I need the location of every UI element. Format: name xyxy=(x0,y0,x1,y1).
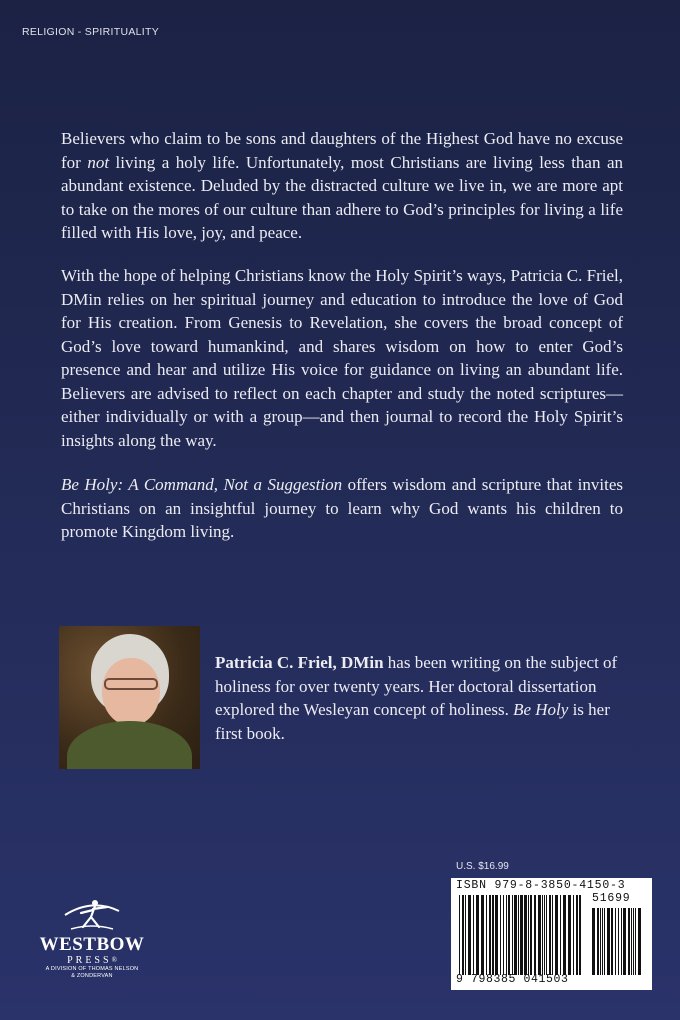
barcode-bars xyxy=(459,895,582,975)
barcode-bar xyxy=(473,895,474,975)
bio-text: is her first book. xyxy=(215,700,610,743)
category-label: RELIGION - SPIRITUALITY xyxy=(22,26,160,38)
barcode-bar xyxy=(576,895,578,975)
barcode-bar xyxy=(503,895,504,975)
barcode-bar xyxy=(520,895,523,975)
barcode-bar xyxy=(544,895,545,975)
barcode-bar xyxy=(495,895,498,975)
barcode-bar xyxy=(549,895,551,975)
publisher-sub xyxy=(22,955,162,966)
barcode-bar xyxy=(611,908,613,975)
bio-book-title: Be Holy xyxy=(513,700,569,719)
blurb-paragraph-2: With the hope of helping Christians know the Holy Spirit’s ways, Patricia C. Friel, DMin relies on her spiritual journey and education to introduce the love of God for His creation. From Genesis to Revelation, she covers the broad concept of God’s love toward humankind, and shares wisdom on how to enter God’s presence and hear and utilize His voice for guidance on living an abundant life. Believers are advised to reflect on each chapter and study the noted scriptures—either individually or with a group—and then journal to record the Holy Spirit’s insights along the way. xyxy=(61,266,623,450)
barcode-bar xyxy=(623,908,626,975)
price-label: U.S. $16.99 xyxy=(456,861,509,872)
barcode-bar xyxy=(528,895,529,975)
barcode-bar xyxy=(459,895,460,975)
barcode-bar xyxy=(633,908,634,975)
barcode-bar xyxy=(560,895,561,975)
barcode-bar xyxy=(600,908,601,975)
barcode-bar xyxy=(506,895,507,975)
barcode-bar xyxy=(542,895,543,975)
publisher-name: WESTBOW xyxy=(39,934,145,955)
barcode-bar xyxy=(462,895,464,975)
blurb-paragraph-3 xyxy=(61,473,623,544)
barcode-bar xyxy=(465,895,466,975)
barcode-bar xyxy=(468,895,471,975)
barcode-bar xyxy=(563,895,566,975)
ean-number: 9 798385 041503 xyxy=(456,973,569,986)
barcode-bar xyxy=(621,908,622,975)
blurb-emphasis: not xyxy=(87,152,110,172)
registered-mark: ® xyxy=(111,956,117,964)
blurb-text: offers wisdom and scripture that invites Christians on an insightful journey to learn why God wants his children to promote Kingdom living. xyxy=(61,475,623,541)
barcode-bar xyxy=(635,908,636,975)
addon-number: 51699 xyxy=(592,892,631,905)
author-bio xyxy=(215,651,623,745)
author-photo xyxy=(59,626,200,769)
barcode-bar xyxy=(597,908,599,975)
barcode-bar xyxy=(508,895,510,975)
isbn-text: ISBN 979-8-3850-4150-3 xyxy=(456,879,626,892)
bio-text: has been writing on the subject of holiness for over twenty years. Her doctoral dissertation explored the Wesleyan concept of holiness. xyxy=(215,653,618,719)
barcode-bar xyxy=(607,908,610,975)
blurb-text: living a holy life. Unfortunately, most Christians are living less than an abundant existence. Deluded by the distracted culture we live in, we are more apt to take on the mores of our culture than adhere to God’s principles for living a life filled with His love, joy, and peace. xyxy=(61,152,623,242)
isbn-barcode xyxy=(451,878,652,990)
barcode-bar xyxy=(546,895,547,975)
barcode-bar xyxy=(628,908,630,975)
barcode-bar xyxy=(555,895,558,975)
barcode-bar xyxy=(486,895,487,975)
barcode-bar xyxy=(638,908,641,975)
barcode-bar xyxy=(514,895,517,975)
publisher-sub-text: PRESS xyxy=(67,955,112,966)
barcode-bar xyxy=(568,895,571,975)
barcode-bar xyxy=(573,895,574,975)
publisher-division: A DIVISION OF THOMAS NELSON xyxy=(45,966,139,972)
barcode-bar xyxy=(579,895,581,975)
barcode-bar xyxy=(512,895,513,975)
archer-icon xyxy=(57,893,127,933)
barcode-bar xyxy=(604,908,605,975)
barcode-bar xyxy=(602,908,603,975)
barcode-bar xyxy=(538,895,541,975)
barcode-bar xyxy=(500,895,501,975)
book-title: Be Holy: A Command, Not a Suggestion xyxy=(61,475,343,494)
barcode-bar xyxy=(615,908,616,975)
publisher-division-2: & ZONDERVAN xyxy=(71,973,113,979)
publisher-logo xyxy=(22,893,162,980)
blurb-paragraph-1 xyxy=(61,127,623,245)
barcode-bar xyxy=(631,908,632,975)
barcode-bar xyxy=(552,895,553,975)
barcode-bar xyxy=(492,895,494,975)
barcode-bar xyxy=(524,895,527,975)
barcode-bar xyxy=(476,895,479,975)
blurb-text: Believers who claim to be sons and daughters of the Highest God have no excuse for xyxy=(61,129,623,172)
barcode-bar xyxy=(534,895,536,975)
barcode-bar xyxy=(489,895,491,975)
barcode-bar xyxy=(530,895,532,975)
barcode-bar xyxy=(592,908,595,975)
author-name: Patricia C. Friel, DMin xyxy=(215,653,384,672)
addon-barcode-bars xyxy=(592,908,644,975)
barcode-bar xyxy=(481,895,484,975)
barcode-bar xyxy=(618,908,619,975)
barcode-bar xyxy=(518,895,519,975)
